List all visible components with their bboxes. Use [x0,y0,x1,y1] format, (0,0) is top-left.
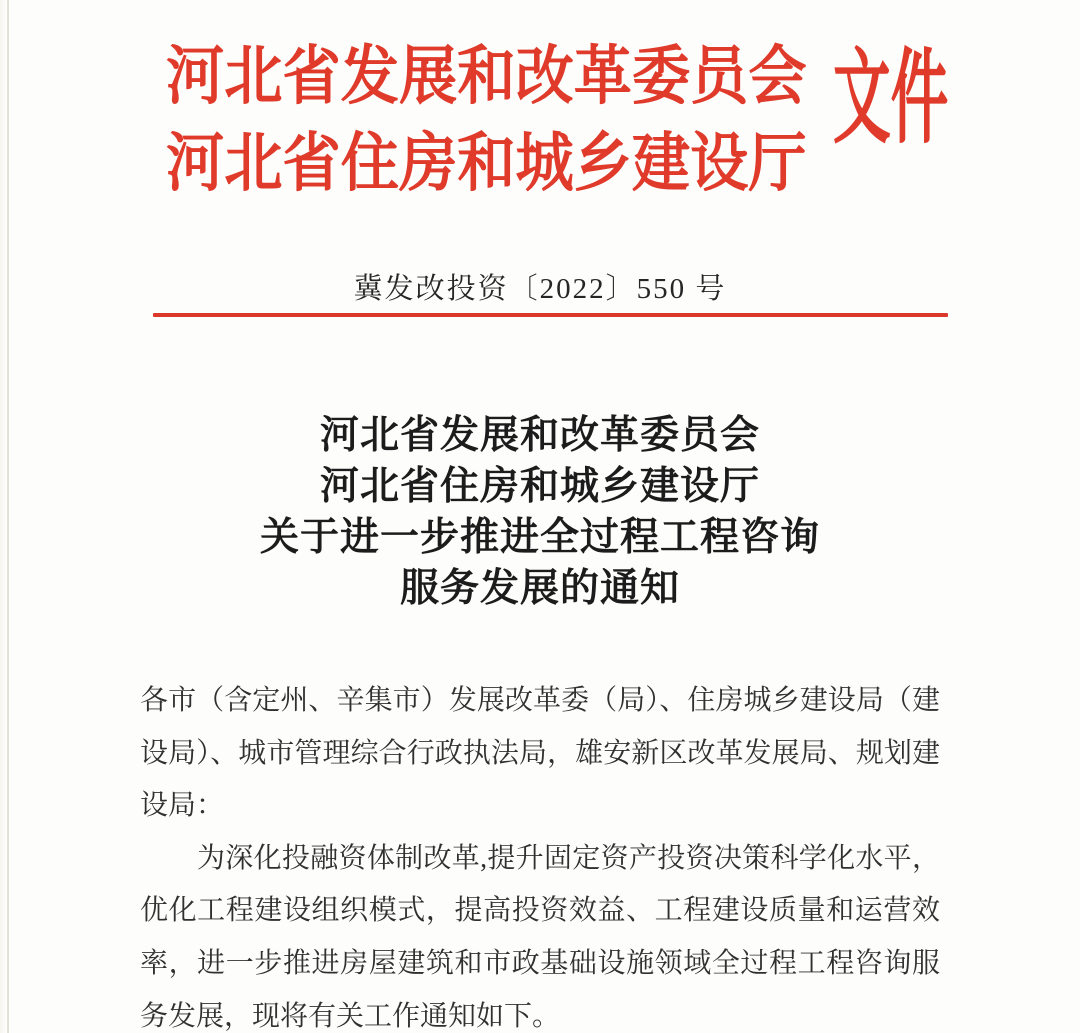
scan-left-strip [0,0,7,1033]
paragraph-line: 务发展，现将有关工作通知如下。 [140,1000,561,1032]
red-divider-rule [153,313,948,317]
recipients-line: 各市（含定州、辛集市）发展改革委（局）、住房城乡建设局（建 [140,685,940,716]
document-title-line-4: 服务发展的通知 [399,567,680,610]
scan-edge-line [7,0,9,1033]
recipients-line: 设局）、城市管理综合行政执法局，雄安新区改革发展局、规划建 [140,737,940,769]
document-title-line-3: 关于进一步推进全过程工程咨询 [259,516,820,559]
recipients-line: 设局： [140,790,225,822]
paragraph-line: 率，进一步推进房屋建筑和市政基础设施领域全过程工程咨询服 [140,947,940,979]
letterhead-org-line-2: 河北省住房和城乡建设厅 [166,128,807,199]
document-reference-number: 冀发改投资〔2022〕550 号 [353,273,727,305]
document-title-line-1: 河北省发展和改革委员会 [319,414,760,457]
letterhead-org-line-1: 河北省发展和改革委员会 [166,41,807,112]
letterhead [166,33,807,207]
letterhead-document-label: 文件 [833,42,949,156]
paragraph-line: 为深化投融资体制改革,提升固定资产投资决策科学化水平， [197,842,940,874]
paragraph-line: 优化工程建设组织模式，提高投资效益、工程建设质量和运营效 [140,895,940,927]
document-body [140,675,940,1033]
document-title [140,410,940,614]
document-title-line-2: 河北省住房和城乡建设厅 [319,465,760,508]
